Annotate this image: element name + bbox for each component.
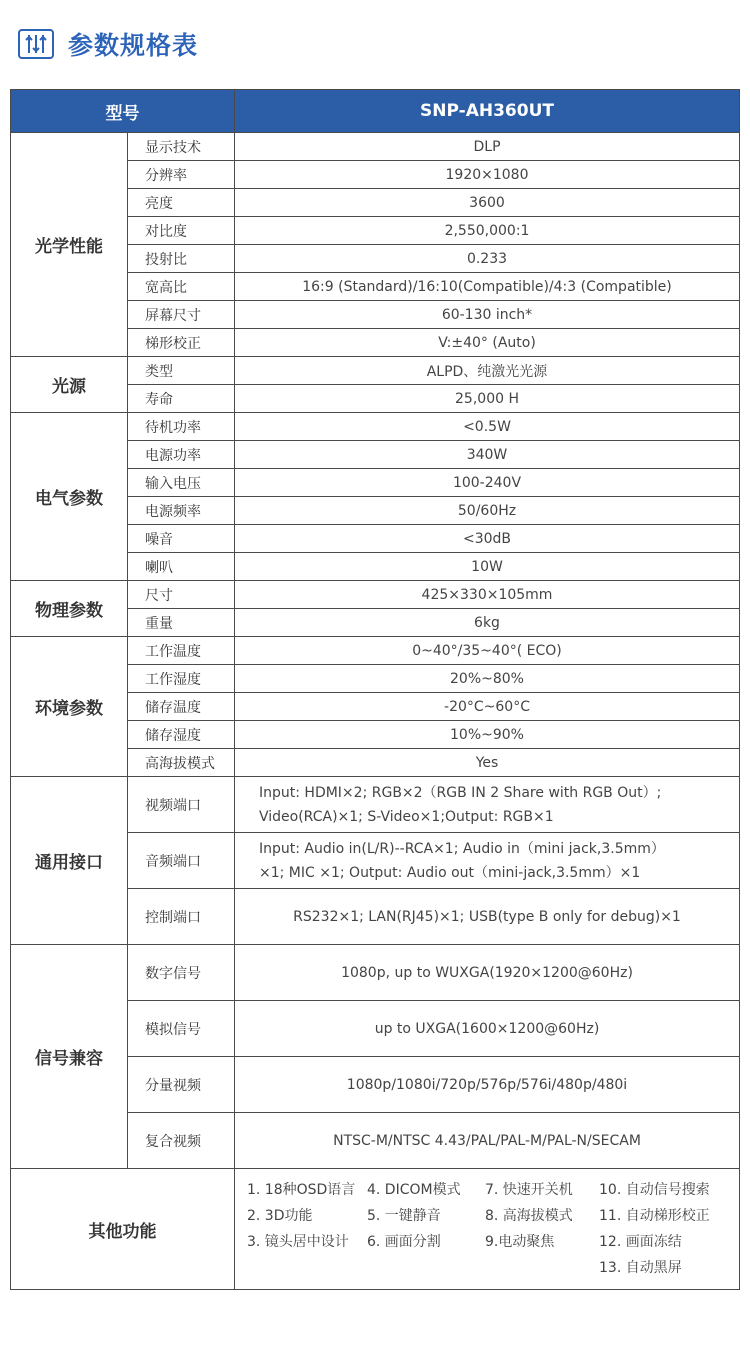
row-value: <0.5W [235,413,740,441]
row-label: 高海拔模式 [128,749,235,777]
feature-item: 7. 快速开关机 [485,1182,573,1198]
row-value: 16:9 (Standard)/16:10(Compatible)/4:3 (Compatible) [235,273,740,301]
row-value: 3600 [235,189,740,217]
table-row [11,637,740,665]
row-value: DLP [235,133,740,161]
row-value: RS232×1; LAN(RJ45)×1; USB(type B only for debug)×1 [235,889,740,945]
row-value: 2,550,000:1 [235,217,740,245]
category-light-source: 光源 [11,357,128,413]
feature-item: 8. 高海拔模式 [485,1208,573,1224]
feature-item: 9.电动聚焦 [485,1234,555,1250]
feature-item: 2. 3D功能 [247,1208,313,1224]
row-label: 分量视频 [128,1057,235,1113]
row-value: 60-130 inch* [235,301,740,329]
features-cell [235,1169,740,1290]
row-label: 显示技术 [128,133,235,161]
row-label: 噪音 [128,525,235,553]
row-label: 亮度 [128,189,235,217]
feature-item: 6. 画面分割 [367,1234,441,1250]
row-value: NTSC-M/NTSC 4.43/PAL/PAL-M/PAL-N/SECAM [235,1113,740,1169]
row-label: 屏幕尺寸 [128,301,235,329]
row-value: Yes [235,749,740,777]
feature-item: 10. 自动信号搜索 [599,1182,710,1198]
row-label: 模拟信号 [128,1001,235,1057]
row-label: 对比度 [128,217,235,245]
value-line: Video(RCA)×1; S-Video×1;Output: RGB×1 [259,808,554,825]
category-electrical: 电气参数 [11,413,128,581]
row-label: 尺寸 [128,581,235,609]
value-line: ×1; MIC ×1; Output: Audio out（mini-jack,3.5mm）×1 [259,864,641,881]
category-environment: 环境参数 [11,637,128,777]
spec-table [10,89,740,1290]
row-label: 梯形校正 [128,329,235,357]
value-line: Input: Audio in(L/R)--RCA×1; Audio in（mini jack,3.5mm） [259,840,665,857]
row-label: 视频端口 [128,777,235,833]
row-value: 340W [235,441,740,469]
row-value: 25,000 H [235,385,740,413]
table-row [11,1169,740,1290]
model-value: SNP-AH360UT [235,90,740,133]
page-header [18,24,198,64]
row-label: 待机功率 [128,413,235,441]
row-value: 10%~90% [235,721,740,749]
table-row [11,133,740,161]
feature-item: 4. DICOM模式 [367,1182,461,1198]
row-label: 寿命 [128,385,235,413]
row-value: 1920×1080 [235,161,740,189]
category-physical: 物理参数 [11,581,128,637]
feature-item: 11. 自动梯形校正 [599,1208,710,1224]
row-value: 425×330×105mm [235,581,740,609]
row-label: 数字信号 [128,945,235,1001]
row-label: 分辨率 [128,161,235,189]
row-value [235,777,740,833]
table-row [11,945,740,1001]
row-value: 1080p/1080i/720p/576p/576i/480p/480i [235,1057,740,1113]
row-value: 100-240V [235,469,740,497]
category-signal: 信号兼容 [11,945,128,1169]
row-value: 0~40°/35~40°( ECO) [235,637,740,665]
row-label: 喇叭 [128,553,235,581]
row-label: 电源频率 [128,497,235,525]
row-value: ALPD、纯激光光源 [235,357,740,385]
sliders-icon [18,29,54,59]
feature-item: 3. 镜头居中设计 [247,1234,349,1250]
feature-item: 12. 画面冻结 [599,1234,682,1250]
row-value: 1080p, up to WUXGA(1920×1200@60Hz) [235,945,740,1001]
row-label: 类型 [128,357,235,385]
row-label: 工作湿度 [128,665,235,693]
category-optical: 光学性能 [11,133,128,357]
table-row [11,357,740,385]
table-row [11,413,740,441]
row-value: up to UXGA(1600×1200@60Hz) [235,1001,740,1057]
row-label: 储存温度 [128,693,235,721]
row-label: 重量 [128,609,235,637]
table-header-row [11,90,740,133]
category-other: 其他功能 [11,1169,235,1290]
row-label: 电源功率 [128,441,235,469]
row-value: 6kg [235,609,740,637]
row-value: 50/60Hz [235,497,740,525]
row-label: 储存湿度 [128,721,235,749]
model-label: 型号 [11,90,235,133]
feature-item: 5. 一键静音 [367,1208,441,1224]
row-label: 输入电压 [128,469,235,497]
row-value: 10W [235,553,740,581]
row-label: 宽高比 [128,273,235,301]
row-label: 控制端口 [128,889,235,945]
feature-item: 13. 自动黑屏 [599,1260,682,1276]
row-value [235,833,740,889]
page-title: 参数规格表 [68,31,199,60]
features-grid [247,1179,739,1279]
row-value: 0.233 [235,245,740,273]
row-value: V:±40° (Auto) [235,329,740,357]
row-value: 20%~80% [235,665,740,693]
row-value: -20°C~60°C [235,693,740,721]
row-label: 投射比 [128,245,235,273]
row-label: 音频端口 [128,833,235,889]
value-line: Input: HDMI×2; RGB×2（RGB IN 2 Share with RGB Out）; [259,784,662,801]
row-label: 复合视频 [128,1113,235,1169]
row-value: <30dB [235,525,740,553]
table-row [11,581,740,609]
feature-item: 1. 18种OSD语言 [247,1182,356,1198]
table-row [11,777,740,833]
category-interfaces: 通用接口 [11,777,128,945]
row-label: 工作温度 [128,637,235,665]
